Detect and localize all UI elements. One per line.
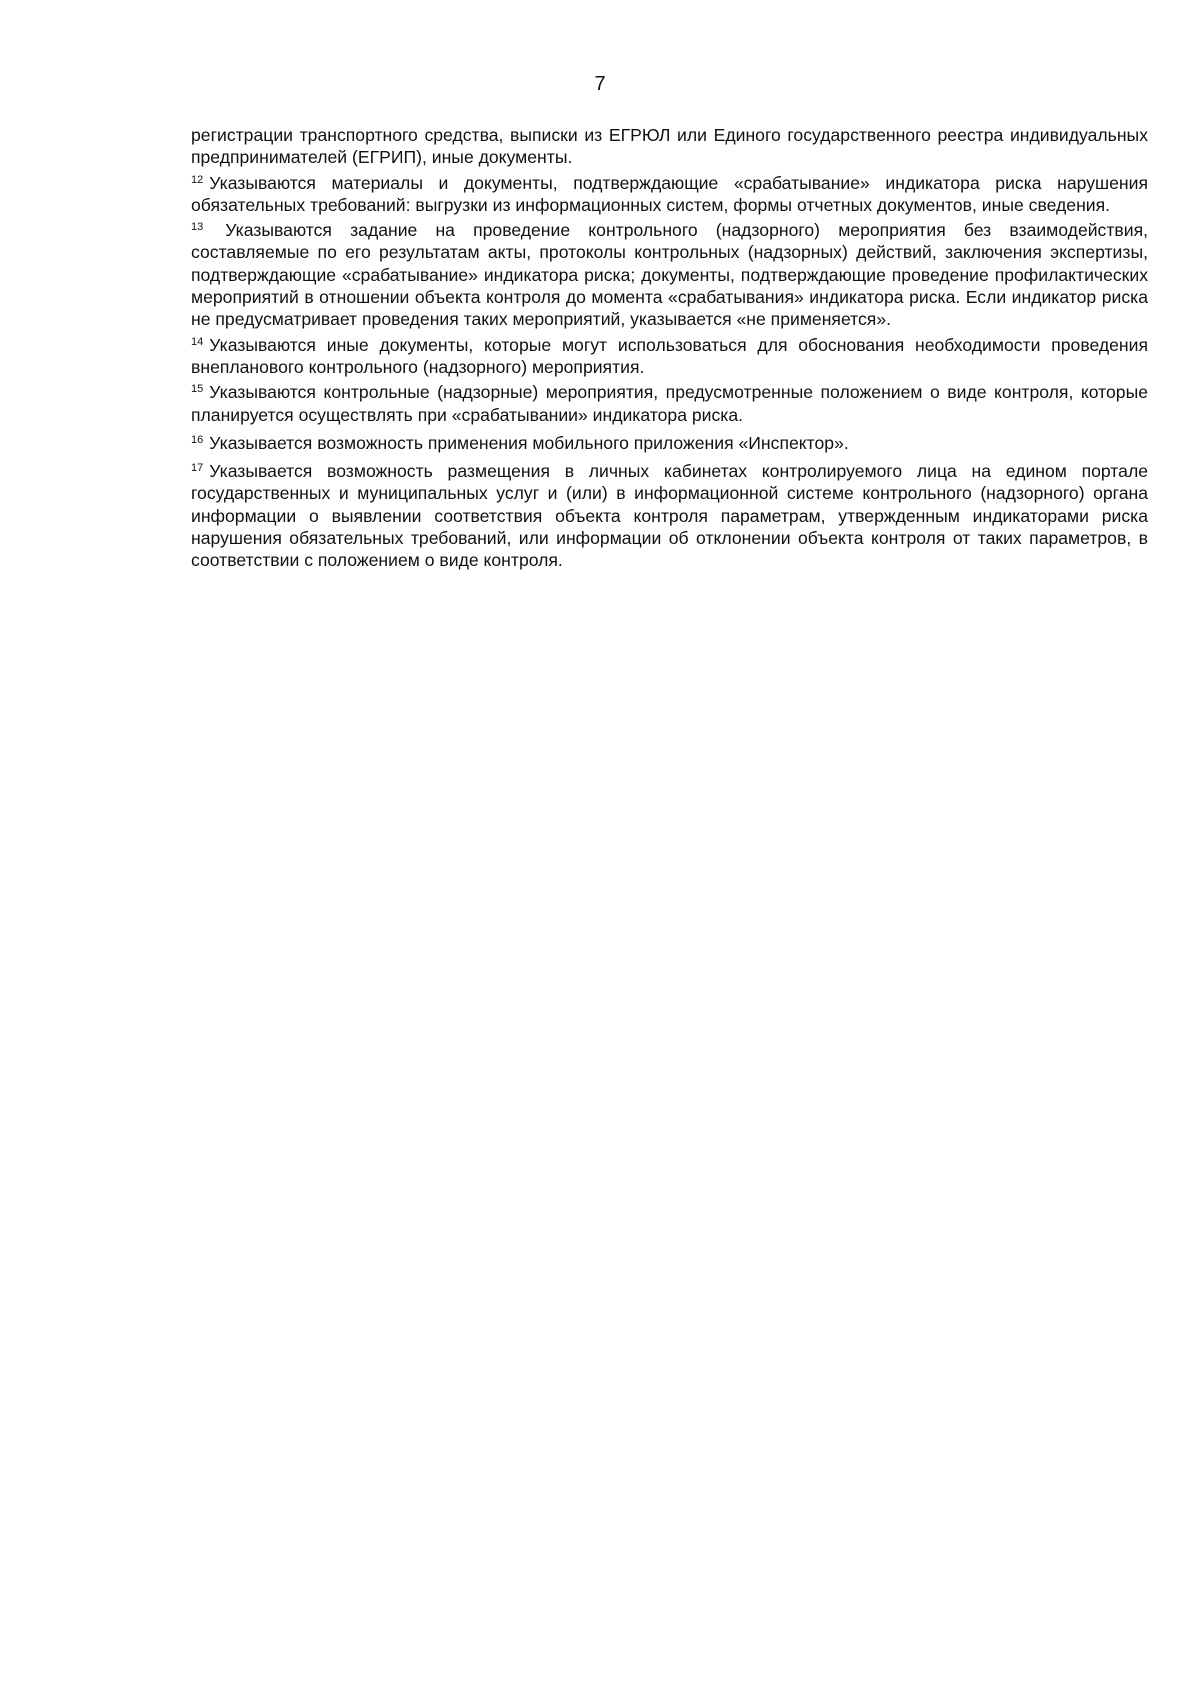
footnote-marker: 15 — [191, 383, 204, 396]
footnote-text: Указываются материалы и документы, подтверждающие «срабатывание» индикатора риска нарушения обязательных требований: выгрузки из информационных систем, формы отчетных документов, иные сведения. — [191, 172, 1148, 215]
page-number: 7 — [594, 73, 606, 95]
footnote-15 — [191, 381, 1148, 426]
footnote-marker: 17 — [191, 462, 204, 475]
footnote-text: Указываются контрольные (надзорные) мероприятия, предусмотренные положением о виде контроля, которые планируется осуществлять при «срабатывании» индикатора риска. — [191, 382, 1148, 425]
footnote-marker: 14 — [191, 335, 204, 348]
footnote-marker: 12 — [191, 173, 204, 186]
footnote-text: Указывается возможность размещения в личных кабинетах контролируемого лица на едином портале государственных и муниципальных услуг и (или) в информационной системе контрольного (надзорного) органа информации о выявлении соответствия объекта контроля параметрам, утвержденным индикаторами риска нарушения обязательных требований, или информации об отклонении объекта контроля от таких параметров, в соответствии с положением о виде контроля. — [191, 461, 1148, 571]
footnote-12 — [191, 172, 1148, 217]
footnote-16 — [191, 432, 1148, 454]
footnote-marker: 13 — [191, 221, 204, 234]
footnote-17 — [191, 460, 1148, 571]
footnote-text: регистрации транспортного средства, выписки из ЕГРЮЛ или Единого государственного реестра индивидуальных предпринимателей (ЕГРИП), иные документы. — [191, 125, 1148, 168]
footnote-text: Указываются задание на проведение контрольного (надзорного) мероприятия без взаимодействия, составляемые по его результатам акты, протоколы контрольных (надзорных) действий, заключения экспертизы, подтверждающие «срабатывание» индикатора риска; документы, подтверждающие проведение профилактических мероприятий в отношении объекта контроля до момента «срабатывания» индикатора риска. Если индикатор риска не предусматривает проведения таких мероприятий, указывается «не применяется». — [191, 220, 1148, 330]
footnote-text: Указывается возможность применения мобильного приложения «Инспектор». — [209, 432, 849, 453]
footnote-13 — [191, 219, 1148, 330]
footnote-marker: 16 — [191, 433, 204, 446]
footnote-text: Указываются иные документы, которые могут использоваться для обоснования необходимости проведения внепланового контрольного (надзорного) мероприятия. — [191, 334, 1148, 377]
footnote-continuation — [191, 124, 1148, 169]
footnote-14 — [191, 334, 1148, 379]
footnotes-section — [191, 124, 1148, 572]
